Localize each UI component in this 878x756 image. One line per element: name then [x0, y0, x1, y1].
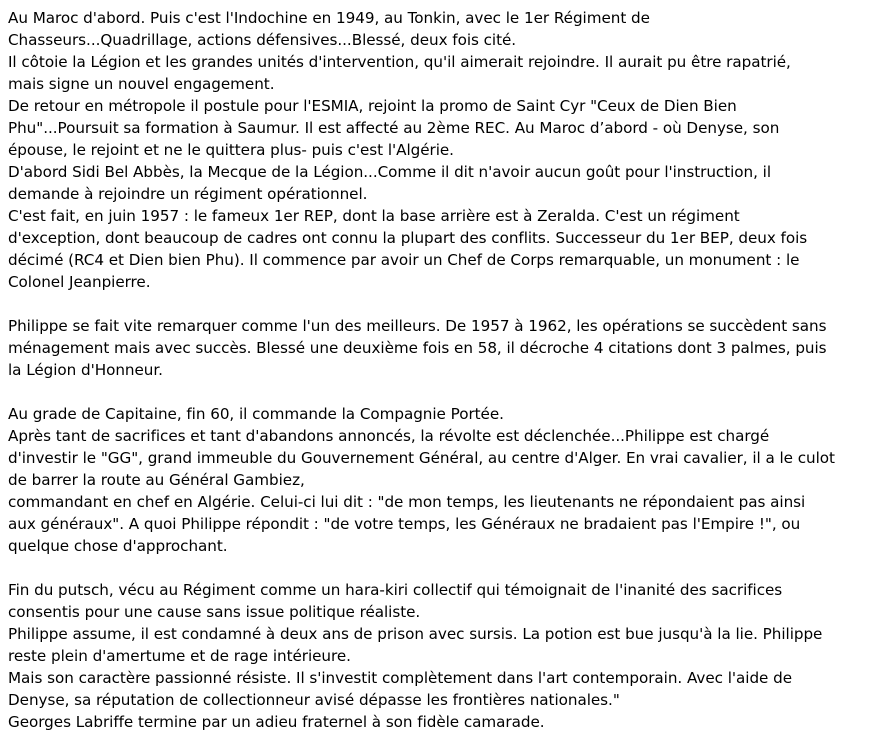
text-line: consentis pour une cause sans issue politique réaliste. — [8, 603, 421, 621]
text-line: Philippe assume, il est condamné à deux ans de prison avec sursis. La potion est bue jusqu'à la lie. Philippe — [8, 625, 823, 643]
text-line: Colonel Jeanpierre. — [8, 273, 151, 291]
text-line: Phu"...Poursuit sa formation à Saumur. Il est affecté au 2ème REC. Au Maroc d’abord - où Denyse, son — [8, 119, 780, 137]
text-line: commandant en chef en Algérie. Celui-ci lui dit : "de mon temps, les lieutenants ne répondaient pas ainsi — [8, 493, 806, 511]
paragraph-gap — [8, 557, 870, 579]
paragraph-gap — [8, 293, 870, 315]
paragraph-gap — [8, 381, 870, 403]
text-line: Fin du putsch, vécu au Régiment comme un hara-kiri collectif qui témoignait de l'inanité des sacrifices — [8, 581, 783, 599]
text-line: épouse, le rejoint et ne le quittera plus- puis c'est l'Algérie. — [8, 141, 454, 159]
text-line: Mais son caractère passionné résiste. Il s'investit complètement dans l'art contemporain. Avec l'aide de — [8, 669, 792, 687]
text-line: Denyse, sa réputation de collectionneur avisé dépasse les frontières nationales." — [8, 691, 620, 709]
text-line: d'exception, dont beaucoup de cadres ont connu la plupart des conflits. Successeur du 1er BEP, deux fois — [8, 229, 808, 247]
text-line: Après tant de sacrifices et tant d'abandons annoncés, la révolte est déclenchée...Philippe est chargé — [8, 427, 770, 445]
text-line: Au Maroc d'abord. Puis c'est l'Indochine en 1949, au Tonkin, avec le 1er Régiment de — [8, 9, 650, 27]
text-line: quelque chose d'approchant. — [8, 537, 228, 555]
text-line: De retour en métropole il postule pour l'ESMIA, rejoint la promo de Saint Cyr "Ceux de Dien Bien — [8, 97, 737, 115]
text-line: d'investir le "GG", grand immeuble du Gouvernement Général, au centre d'Alger. En vrai cavalier, il a le culot — [8, 449, 835, 467]
text-line: décimé (RC4 et Dien bien Phu). Il commence par avoir un Chef de Corps remarquable, un monument : le — [8, 251, 800, 269]
text-line: demande à rejoindre un régiment opérationnel. — [8, 185, 368, 203]
text-line: reste plein d'amertume et de rage intérieure. — [8, 647, 351, 665]
text-line: C'est fait, en juin 1957 : le fameux 1er REP, dont la base arrière est à Zeralda. C'est un régiment — [8, 207, 740, 225]
text-line: mais signe un nouvel engagement. — [8, 75, 275, 93]
document-body — [8, 7, 870, 733]
text-line: D'abord Sidi Bel Abbès, la Mecque de la Légion...Comme il dit n'avoir aucun goût pour l'instruction, il — [8, 163, 771, 181]
text-line: Philippe se fait vite remarquer comme l'un des meilleurs. De 1957 à 1962, les opérations se succèdent sans — [8, 317, 827, 335]
text-line: aux généraux". A quoi Philippe répondit : "de votre temps, les Généraux ne bradaient pas l'Empire !", ou — [8, 515, 801, 533]
text-line: Chasseurs...Quadrillage, actions défensives...Blessé, deux fois cité. — [8, 31, 517, 49]
text-line: de barrer la route au Général Gambiez, — [8, 471, 305, 489]
text-line: Georges Labriffe termine par un adieu fraternel à son fidèle camarade. — [8, 713, 545, 731]
text-line: la Légion d'Honneur. — [8, 361, 163, 379]
text-line: Il côtoie la Légion et les grandes unités d'intervention, qu'il aimerait rejoindre. Il aurait pu être rapatrié, — [8, 53, 791, 71]
text-line: Au grade de Capitaine, fin 60, il commande la Compagnie Portée. — [8, 405, 504, 423]
text-line: ménagement mais avec succès. Blessé une deuxième fois en 58, il décroche 4 citations dont 3 palmes, puis — [8, 339, 827, 357]
